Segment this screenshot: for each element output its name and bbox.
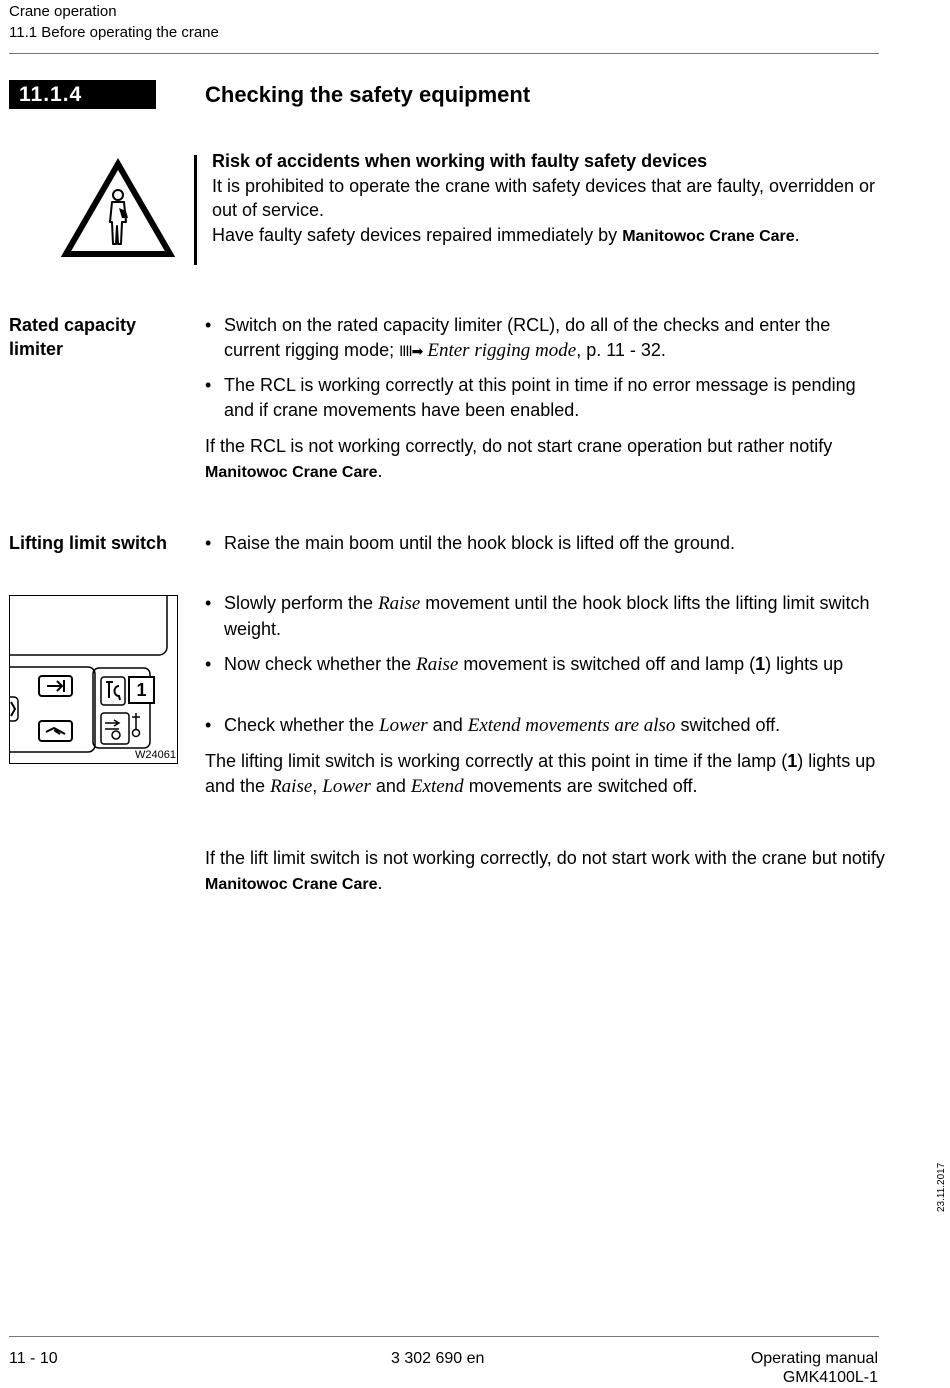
lls-bullet-4-em1: Lower (379, 715, 428, 736)
lls-para-1-e: movements are switched off. (463, 775, 698, 796)
warning-line2-suffix: . (794, 224, 800, 245)
lamp-1-label: 1 (128, 676, 155, 704)
lls-para-2 (205, 846, 885, 897)
warning-text (212, 149, 892, 249)
lls-bullet-3-b: movement is switched off and lamp ( (458, 654, 756, 674)
lls-bullet-4-a: Check whether the (224, 715, 380, 735)
footer-page-number: 11 - 10 (9, 1350, 58, 1367)
section-number: 11.1.4 (9, 80, 156, 109)
rcl-bullet-2: • The RCL is working correctly at this point in time if no error message is pending and if crane movements have been enabled. (205, 373, 885, 422)
lls-bullet-3-em: Raise (416, 654, 459, 675)
lls-para-1-em3: Extend (410, 775, 464, 797)
lls-bullet-4-em2: Extend movements are also (467, 715, 676, 736)
lls-bullet-2-a: Slowly perform the (224, 593, 379, 613)
lls-bullet-2 (205, 591, 885, 641)
hazard-triangle-person-icon (60, 158, 176, 260)
rcl-bullet-1-text: Switch on the rated capacity limiter (RCL), do all of the checks and enter the current rigging mode; (224, 315, 831, 360)
lls-bullet-1: • Raise the main boom until the hook block is lifted off the ground. (205, 531, 885, 556)
revision-date: 23.11.2017 (936, 1162, 947, 1212)
lls-para-1-b: ) lights up and the (205, 751, 876, 796)
lls-bullet-2-b: movement until the hook block lifts the lifting limit switch weight. (224, 593, 870, 639)
lls-bullet-4 (205, 713, 885, 739)
lls-bullet-3 (205, 652, 885, 678)
warning-bar (194, 155, 197, 265)
rcl-bullet-1 (205, 313, 885, 364)
lls-para-1-a: The lifting limit switch is working correctly at this point in time if the lamp ( (205, 751, 788, 771)
lls-para-1-em1: Raise (270, 775, 313, 797)
rcl-bullet-1-suffix: , p. 11 - 32. (576, 339, 666, 360)
lls-bullet-4-c: switched off. (675, 715, 781, 735)
lls-bullet-4-b: and (427, 715, 468, 735)
lls-bullet-2-em: Raise (378, 593, 421, 614)
lls-para-1 (205, 749, 885, 799)
rigging-mode-link[interactable]: Enter rigging mode (427, 339, 577, 361)
lls-bullet-3-num: 1 (755, 654, 766, 674)
control-panel-figure (9, 595, 178, 764)
lls-para-2-brand: Manitowoc Crane Care (205, 875, 378, 893)
reference-arrow-icon: IIII➡ (399, 343, 423, 360)
header-rule (9, 53, 879, 54)
header-chapter: Crane operation (9, 3, 117, 20)
warning-line1: It is prohibited to operate the crane with safety devices that are faulty, overridden or out of service. (212, 175, 876, 220)
lls-para-1-em2: Lower (322, 775, 371, 797)
section-title: Checking the safety equipment (205, 82, 531, 107)
rcl-note (205, 434, 885, 485)
footer-doc-number: 3 302 690 en (391, 1350, 485, 1367)
warning-line2-prefix: Have faulty safety devices repaired immediately by (212, 224, 623, 245)
lls-para-1-c: , (312, 775, 323, 796)
lls-para-2-suffix: . (377, 872, 383, 893)
lls-para-2-text: If the lift limit switch is not working correctly, do not start work with the crane but notify (205, 848, 885, 868)
lls-para-1-num: 1 (787, 751, 798, 771)
rcl-note-text: If the RCL is not working correctly, do not start crane operation but rather notify (205, 436, 833, 456)
header-section: 11.1 Before operating the crane (9, 24, 219, 41)
rcl-label: Rated capacity limiter (9, 315, 137, 359)
lls-para-1-d: and (370, 775, 411, 796)
warning-title: Risk of accidents when working with faulty safety devices (212, 151, 708, 171)
rcl-note-brand: Manitowoc Crane Care (205, 463, 378, 481)
figure-code: W24061 (135, 749, 176, 761)
footer-rule (9, 1336, 879, 1337)
lls-bullet-3-c: ) lights up (765, 654, 844, 674)
warning-brand: Manitowoc Crane Care (622, 227, 795, 245)
lls-bullet-3-a: Now check whether the (224, 654, 417, 674)
footer-model: GMK4100L-1 (782, 1369, 878, 1386)
footer-manual: Operating manual (750, 1350, 878, 1367)
rcl-note-suffix: . (377, 460, 383, 481)
lls-label: Lifting limit switch (9, 533, 167, 553)
